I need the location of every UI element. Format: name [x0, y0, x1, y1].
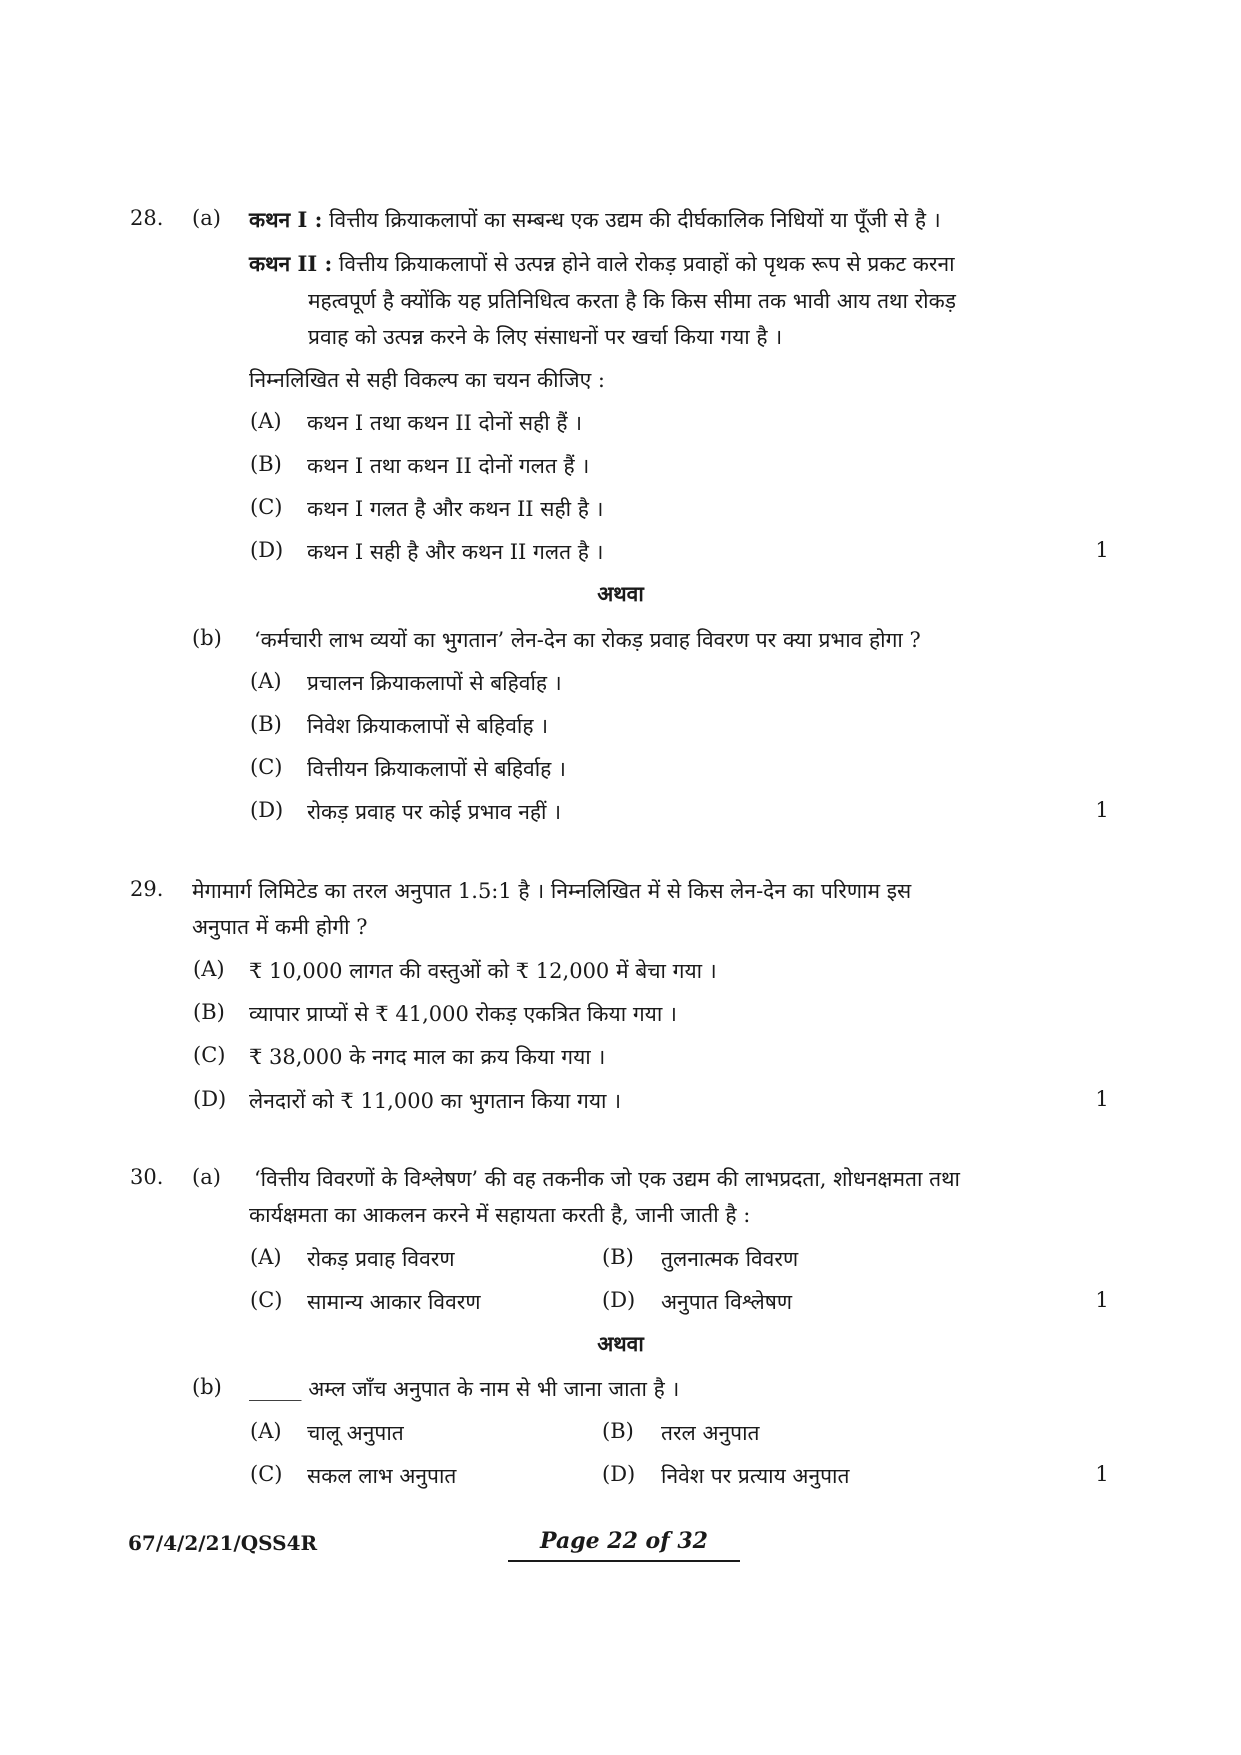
marks: 1: [1095, 798, 1109, 822]
option-text: सामान्य आकार विवरण: [307, 1290, 481, 1314]
option-label: (B): [250, 452, 282, 476]
option-text: चालू अनुपात: [307, 1421, 404, 1445]
marks: 1: [1095, 1087, 1109, 1111]
option-label: (B): [602, 1419, 634, 1443]
option-label: (D): [250, 798, 284, 822]
statement-1-text: वित्तीय क्रियाकलापों का सम्बन्ध एक उद्यम की दीर्घकालिक निधियों या पूँजी से है ।: [329, 208, 941, 232]
option-text: कथन I सही है और कथन II गलत है ।: [307, 540, 604, 564]
option-text: निवेश पर प्रत्याय अनुपात: [661, 1464, 850, 1488]
option-label: (A): [250, 1245, 282, 1269]
option-text: तरल अनुपात: [661, 1421, 760, 1445]
question-text: अम्ल जाँच अनुपात के नाम से भी जाना जाता है ।: [308, 1377, 680, 1401]
option-text: लेनदारों को ₹ 11,000 का भुगतान किया गया ।: [249, 1089, 622, 1113]
option-text: कथन I गलत है और कथन II सही है ।: [307, 497, 604, 521]
option-text: सकल लाभ अनुपात: [307, 1464, 457, 1488]
option-text: तुलनात्मक विवरण: [661, 1247, 799, 1271]
option-text: प्रचालन क्रियाकलापों से बहिर्वाह ।: [307, 671, 562, 695]
option-label: (A): [250, 669, 282, 693]
question-text: मेगामार्ग लिमिटेड का तरल अनुपात 1.5:1 है । निम्नलिखित में से किस लेन-देन का परिणाम इस: [192, 879, 912, 903]
option-label: (C): [250, 755, 283, 779]
option-label: (B): [602, 1245, 634, 1269]
question-text: अनुपात में कमी होगी ?: [192, 915, 368, 939]
fill-in-question: [249, 1375, 679, 1403]
option-label: (C): [250, 1288, 283, 1312]
option-text: रोकड़ प्रवाह विवरण: [307, 1247, 455, 1271]
question-number: 30.: [130, 1165, 164, 1189]
question-text: ‘कर्मचारी लाभ व्ययों का भुगतान’ लेन-देन का रोकड़ प्रवाह विवरण पर क्या प्रभाव होगा ?: [254, 628, 921, 652]
statement-2-line: महत्वपूर्ण है क्योंकि यह प्रतिनिधित्व करता है कि किस सीमा तक भावी आय तथा रोकड़: [308, 289, 956, 313]
option-text: ₹ 38,000 के नगद माल का क्रय किया गया ।: [249, 1045, 606, 1069]
option-label: (C): [193, 1043, 226, 1067]
paper-code: 67/4/2/21/QSS4R: [128, 1531, 318, 1555]
page-number: Page 22 of 32: [508, 1528, 740, 1562]
option-label: (A): [193, 957, 225, 981]
option-label: (C): [250, 495, 283, 519]
statement-2-line: प्रवाह को उत्पन्न करने के लिए संसाधनों पर खर्चा किया गया है ।: [308, 325, 783, 349]
option-text: अनुपात विश्लेषण: [661, 1290, 793, 1314]
question-number: 28.: [130, 206, 164, 230]
marks: 1: [1095, 1462, 1109, 1486]
option-text: वित्तीयन क्रियाकलापों से बहिर्वाह ।: [307, 757, 566, 781]
marks: 1: [1095, 1288, 1109, 1312]
option-label: (A): [250, 409, 282, 433]
option-text: निवेश क्रियाकलापों से बहिर्वाह ।: [307, 714, 549, 738]
option-label: (B): [250, 712, 282, 736]
option-label: (A): [250, 1419, 282, 1443]
or-separator: अथवा: [597, 581, 644, 606]
option-label: (B): [193, 1000, 225, 1024]
option-text: ₹ 10,000 लागत की वस्तुओं को ₹ 12,000 में बेचा गया ।: [249, 959, 717, 983]
instruction: निम्नलिखित से सही विकल्प का चयन कीजिए :: [249, 368, 605, 392]
statement-2-label: कथन II :: [249, 251, 333, 276]
answer-blank: _____: [249, 1377, 302, 1401]
part-label: (b): [192, 1375, 222, 1399]
part-label: (b): [192, 626, 222, 650]
marks: 1: [1095, 538, 1109, 562]
option-label: (D): [193, 1087, 227, 1111]
option-text: कथन I तथा कथन II दोनों गलत हैं ।: [307, 454, 590, 478]
option-text: व्यापार प्राप्यों से ₹ 41,000 रोकड़ एकत्रित किया गया ।: [249, 1002, 677, 1026]
option-label: (D): [602, 1462, 636, 1486]
option-text: रोकड़ प्रवाह पर कोई प्रभाव नहीं ।: [307, 800, 562, 824]
question-text: ‘वित्तीय विवरणों के विश्लेषण’ की वह तकनीक जो एक उद्यम की लाभप्रदता, शोधनक्षमता तथा: [254, 1167, 960, 1191]
question-text: कार्यक्षमता का आकलन करने में सहायता करती है, जानी जाती है :: [249, 1203, 751, 1227]
statement-2-line: वित्तीय क्रियाकलापों से उत्पन्न होने वाले रोकड़ प्रवाहों को पृथक रूप से प्रकट करना: [338, 252, 955, 276]
statement-1-label: कथन I :: [249, 207, 323, 232]
statement-1: [249, 206, 941, 234]
part-label: (a): [192, 1165, 221, 1189]
part-label: (a): [192, 206, 221, 230]
or-separator: अथवा: [597, 1331, 644, 1356]
question-number: 29.: [130, 877, 164, 901]
option-label: (D): [250, 538, 284, 562]
statement-2: [249, 250, 955, 278]
option-text: कथन I तथा कथन II दोनों सही हैं ।: [307, 411, 583, 435]
option-label: (D): [602, 1288, 636, 1312]
option-label: (C): [250, 1462, 283, 1486]
